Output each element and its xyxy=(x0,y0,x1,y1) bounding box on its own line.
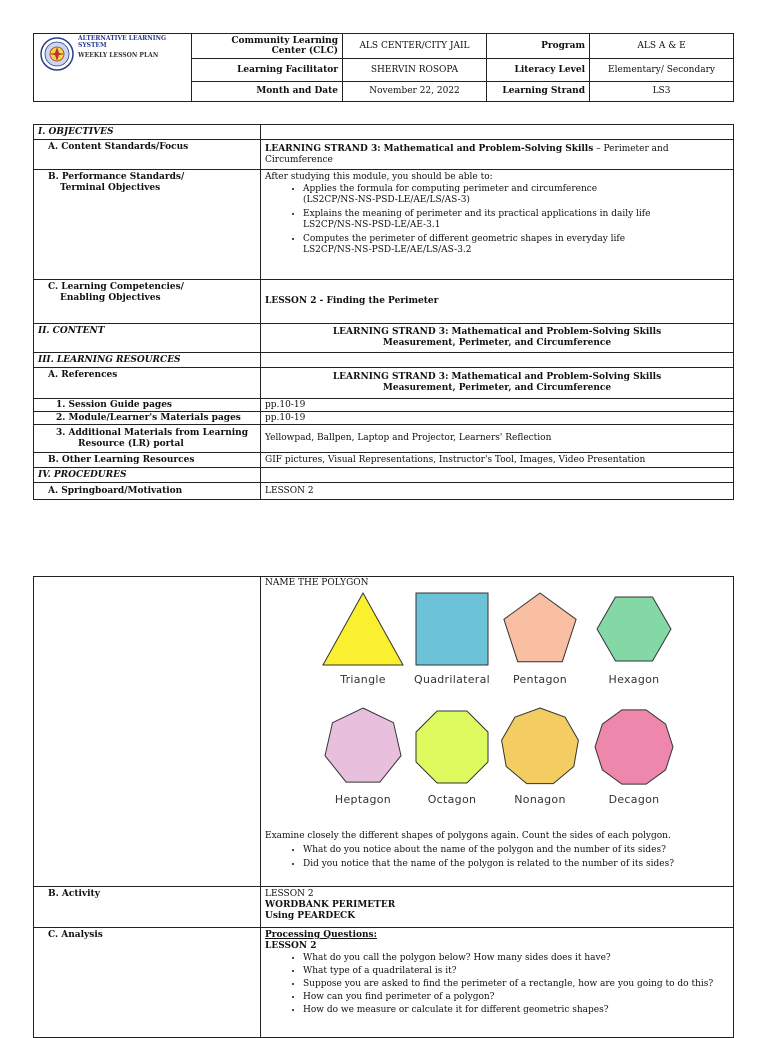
procedures-table xyxy=(33,576,734,1038)
heptagon-shape xyxy=(325,708,401,782)
name-polygon-title: NAME THE POLYGON xyxy=(265,578,369,588)
shape-label: Octagon xyxy=(427,793,477,806)
analysis-item: • How do we measure or calculate it for different geometric shapes? xyxy=(303,1005,729,1016)
analysis-item: • What do you call the polygon below? How many sides does it have? xyxy=(303,953,729,964)
content-standards-label: A. Content Standards/Focus xyxy=(34,140,261,170)
module-label: 2. Module/Learner's Materials pages xyxy=(34,412,261,425)
analysis-item: • Suppose you are asked to find the perimeter of a rectangle, how are you going to do this? xyxy=(303,979,729,990)
additional-materials-value: Yellowpad, Ballpen, Laptop and Projector, Learners' Reflection xyxy=(261,425,734,453)
shape-label: Hexagon xyxy=(608,673,660,686)
session-guide-label: 1. Session Guide pages xyxy=(34,399,261,412)
program-value: ALS A & E xyxy=(590,34,734,59)
shape-label: Triangle xyxy=(340,673,386,686)
performance-standards-label: B. Performance Standards/ Terminal Objectives xyxy=(34,170,261,280)
resources-heading: III. LEARNING RESOURCES xyxy=(34,353,261,368)
competencies-value: LESSON 2 - Finding the Perimeter xyxy=(261,280,734,324)
clc-value: ALS CENTER/CITY JAIL xyxy=(343,34,487,59)
shape-label: Decagon xyxy=(608,793,660,806)
logo-text: ALTERNATIVE LEARNING SYSTEM xyxy=(78,35,167,49)
other-resources-value: GIF pictures, Visual Representations, Instructor's Tool, Images, Video Presentation xyxy=(261,453,734,468)
additional-materials-label: 3. Additional Materials from Learning Resource (LR) portal xyxy=(34,425,261,453)
objectives-heading: I. OBJECTIVES xyxy=(34,125,261,140)
literacy-label: Literacy Level xyxy=(487,59,590,82)
session-guide-value: pp.10-19 xyxy=(261,399,734,412)
examine-item: • Did you notice that the name of the polygon is related to the number of its sides? xyxy=(303,859,729,870)
activity-value: LESSON 2 WORDBANK PERIMETER Using PEARDECK xyxy=(261,887,734,928)
examine-text: Examine closely the different shapes of polygons again. Count the sides of each polygon. • What do you notice about the name of the polygon and the number of its sides? • Did you notice that the name of the polygon is related to the number of its sides? xyxy=(265,831,729,870)
clc-label: Community Learning Center (CLC) xyxy=(192,34,343,59)
logo-cell xyxy=(34,34,192,102)
competencies-label: C. Learning Competencies/ Enabling Objectives xyxy=(34,280,261,324)
date-label: Month and Date xyxy=(192,82,343,102)
examine-item: • What do you notice about the name of the polygon and the number of its sides? xyxy=(303,845,729,856)
references-value: LEARNING STRAND 3: Mathematical and Problem-Solving Skills Measurement, Perimeter, and Circumference xyxy=(261,368,734,399)
facilitator-value: SHERVIN ROSOPA xyxy=(343,59,487,82)
nonagon-shape xyxy=(502,708,579,784)
deped-seal-icon xyxy=(40,37,74,71)
doc-title: WEEKLY LESSON PLAN xyxy=(78,52,159,59)
analysis-item: • How can you find perimeter of a polygon? xyxy=(303,992,729,1003)
strand-value: LS3 xyxy=(590,82,734,102)
shape-label: Pentagon xyxy=(512,673,568,686)
performance-item: • Computes the perimeter of different geometric shapes in everyday life LS2CP/NS-NS-PSD-LE/AE/LS/AS-3.2 xyxy=(303,234,729,256)
performance-standards-value: After studying this module, you should be able to: • Applies the formula for computing perimeter and circumference (LS2CP/NS-NS-PSD-LE/AE/LS/AS-3) • Explains the meaning of perimeter and its practical applications in daily life LS2CP/NS-NS-PSD-LE/AE-3.1 • Computes the perimeter of different geometric shapes in everyday life LS2CP/NS-NS-PSD-LE/AE/LS/AS-3.2 xyxy=(261,170,734,280)
shape-label: Heptagon xyxy=(334,793,392,806)
lesson-plan-table xyxy=(33,124,734,500)
other-resources-label: B. Other Learning Resources xyxy=(34,453,261,468)
springboard-value: LESSON 2 xyxy=(261,483,734,500)
procedures-heading: IV. PROCEDURES xyxy=(34,468,261,483)
content-value: LEARNING STRAND 3: Mathematical and Problem-Solving Skills Measurement, Perimeter, and Circumference xyxy=(261,324,734,353)
springboard-label: A. Springboard/Motivation xyxy=(34,483,261,500)
header-table xyxy=(33,33,734,102)
shape-label: Nonagon xyxy=(514,793,566,806)
module-value: pp.10-19 xyxy=(261,412,734,425)
triangle-shape xyxy=(323,593,403,665)
decagon-shape xyxy=(595,710,673,784)
activity-label: B. Activity xyxy=(34,887,261,928)
program-label: Program xyxy=(487,34,590,59)
performance-item: • Explains the meaning of perimeter and its practical applications in daily life LS2CP/NS-NS-PSD-LE/AE-3.1 xyxy=(303,209,729,231)
date-value: November 22, 2022 xyxy=(343,82,487,102)
analysis-value: Processing Questions: LESSON 2 • What do you call the polygon below? How many sides does it have? • What type of a quadrilateral is it? • Suppose you are asked to find the perimeter of a rectangle, how are you going to do this? • How can you find perimeter of a polygon? • How do we measure or calculate it for different geometric shapes? xyxy=(261,928,734,1038)
pentagon-shape xyxy=(504,593,576,662)
polygon-chart xyxy=(261,591,731,826)
octagon-shape xyxy=(416,711,488,783)
literacy-value: Elementary/ Secondary xyxy=(590,59,734,82)
strand-label: Learning Strand xyxy=(487,82,590,102)
name-polygon-cell xyxy=(261,577,734,887)
performance-item: • Applies the formula for computing perimeter and circumference (LS2CP/NS-NS-PSD-LE/AE/LS/AS-3) xyxy=(303,184,729,206)
facilitator-label: Learning Facilitator xyxy=(192,59,343,82)
analysis-label: C. Analysis xyxy=(34,928,261,1038)
references-label: A. References xyxy=(34,368,261,399)
hexagon-shape xyxy=(597,597,671,661)
content-standards-value: LEARNING STRAND 3: Mathematical and Problem-Solving Skills – Perimeter and Circumference xyxy=(261,140,734,170)
analysis-item: • What type of a quadrilateral is it? xyxy=(303,966,729,977)
content-heading: II. CONTENT xyxy=(34,324,261,353)
quadrilateral-shape xyxy=(416,593,488,665)
shape-label: Quadrilateral xyxy=(413,673,491,686)
